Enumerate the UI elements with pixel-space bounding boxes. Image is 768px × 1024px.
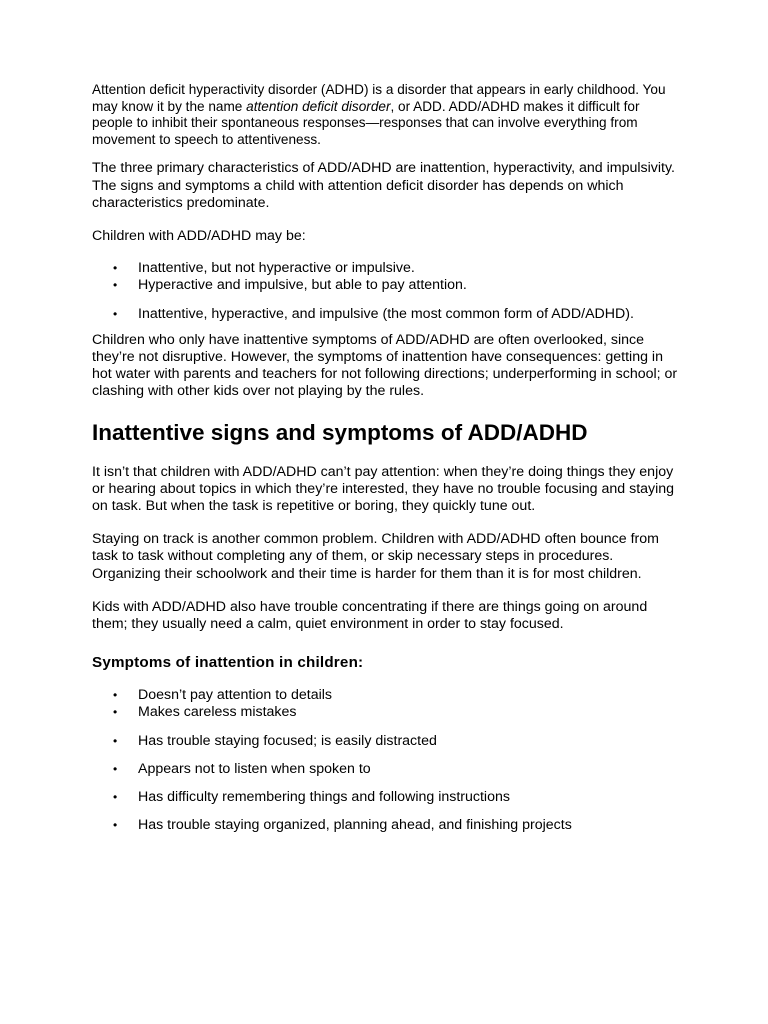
adhd-types-list: [92, 260, 682, 323]
overlooked-paragraph: Children who only have inattentive symptoms of ADD/ADHD are often overlooked, since they’re not disruptive. However, the symptoms of inattention have consequences: getting in hot water with parents and teachers for not following directions; underperforming in school; or clashing with other kids over not playing by the rules.: [92, 331, 678, 400]
list-item: • Inattentive, but not hyperactive or impulsive.: [113, 260, 415, 277]
intro-paragraph: [92, 82, 682, 148]
section-heading: Inattentive signs and symptoms of ADD/ADHD: [92, 419, 588, 445]
intro-emphasis: attention deficit disorder: [246, 98, 391, 114]
bullet-icon: •: [113, 306, 118, 321]
list-item: • Has difficulty remembering things and following instructions: [113, 789, 510, 806]
bullet-icon: •: [113, 705, 118, 720]
bullet-icon: •: [113, 278, 118, 293]
intro-text-end: , or ADD. ADD/ADHD makes it difficult for people to inhibit their spontaneous responses—responses that can involve everything from movement to speech to attentiveness.: [92, 98, 640, 147]
list-item: • Makes careless mistakes: [113, 704, 297, 721]
symptoms-subheading: Symptoms of inattention in children:: [92, 654, 364, 672]
bullet-icon: •: [113, 261, 118, 276]
list-item: • Doesn’t pay attention to details: [113, 687, 333, 704]
bullet-icon: •: [113, 790, 118, 805]
intro-text-start: Attention deficit hyperactivity disorder (ADHD) is a disorder that appears in early childhood. You may know it by the name: [92, 82, 666, 114]
bullet-icon: •: [113, 733, 118, 748]
document-page: [92, 82, 682, 834]
list-item: • Has trouble staying focused; is easily distracted: [113, 732, 437, 749]
may-be-paragraph: Children with ADD/ADHD may be:: [92, 227, 306, 244]
concentrating-paragraph: Kids with ADD/ADHD also have trouble concentrating if there are things going on around them; they usually need a calm, quiet environment in order to stay focused.: [92, 598, 648, 633]
list-item: • Has trouble staying organized, planning ahead, and finishing projects: [113, 817, 572, 834]
list-item: • Inattentive, hyperactive, and impulsive (the most common form of ADD/ADHD).: [113, 305, 634, 322]
list-item: • Appears not to listen when spoken to: [113, 760, 371, 777]
on-track-paragraph: Staying on track is another common problem. Children with ADD/ADHD often bounce from task to task without completing any of them, or skip necessary steps in procedures. Organizing their schoolwork and their time is harder for them than it is for most children.: [92, 531, 659, 582]
attention-paragraph: It isn’t that children with ADD/ADHD can’t pay attention: when they’re doing things they enjoy or hearing about topics in which they’re interested, they have no trouble focusing and staying on task. But when the task is repetitive or boring, they quickly tune out.: [92, 463, 675, 515]
bullet-icon: •: [113, 688, 118, 703]
bullet-icon: •: [113, 818, 118, 833]
list-item: • Hyperactive and impulsive, but able to pay attention.: [113, 277, 467, 294]
bullet-icon: •: [113, 761, 118, 776]
characteristics-paragraph: The three primary characteristics of ADD/ADHD are inattention, hyperactivity, and impulsivity. The signs and symptoms a child with attention deficit disorder has depends on which characteristics predominate.: [92, 160, 675, 211]
symptoms-list: [92, 687, 682, 834]
